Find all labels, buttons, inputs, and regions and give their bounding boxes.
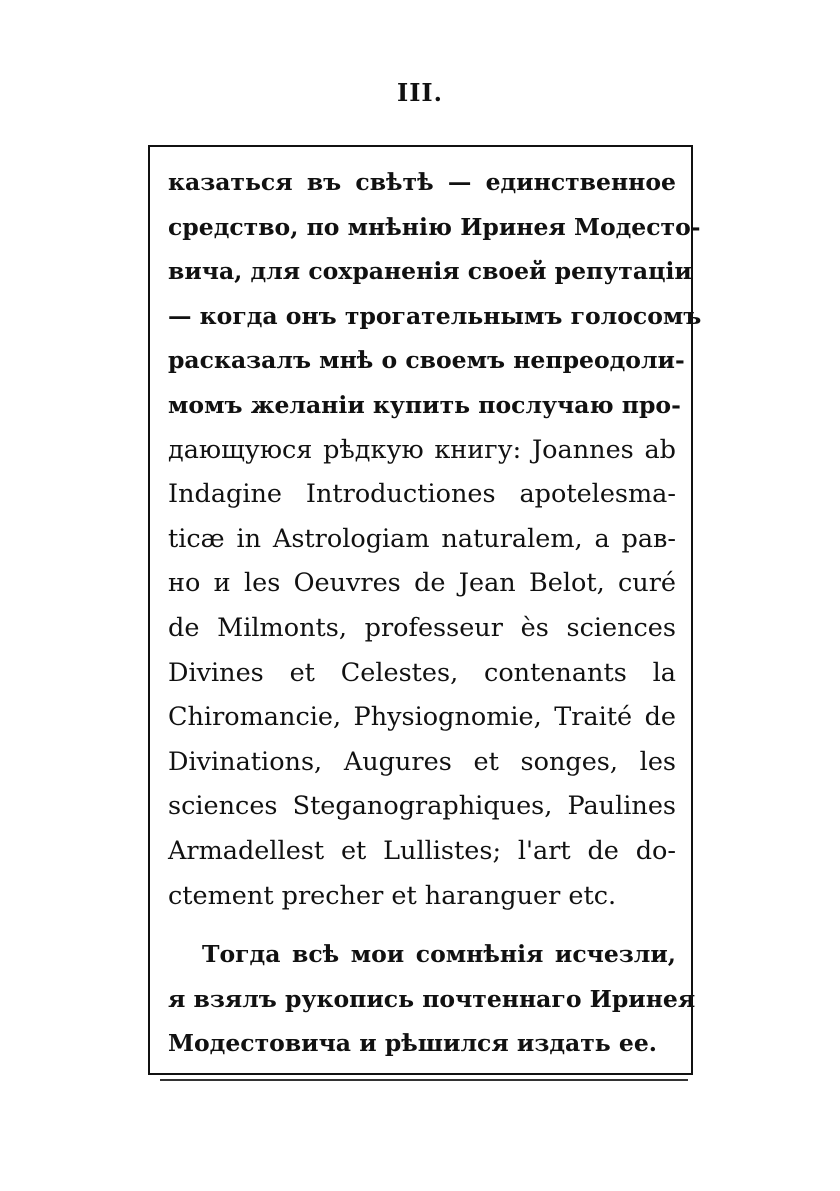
text-line: Chiromancie, Physiognomie, Traité de: [168, 702, 676, 733]
body-text: [168, 160, 702, 1066]
text-line: — когда онъ трогательнымъ голосомъ: [168, 301, 702, 330]
text-line: вича, для сохраненія своей репутаціи: [168, 257, 692, 286]
text-line: sciences Steganographiques, Paulines: [168, 791, 676, 822]
text-line: Divines et Celestes, contenants la: [168, 657, 676, 688]
text-line: момъ желаніи купить послучаю про-: [168, 390, 681, 419]
text-line: я взялъ рукопись почтеннаго Иринея: [168, 984, 696, 1013]
text-line: Тогда всѣ мои сомнѣнія исчезли,: [202, 940, 676, 969]
text-line: Divinations, Augures et songes, les: [168, 746, 676, 777]
text-line: ticæ in Astrologiam naturalem, а рав-: [168, 523, 676, 554]
text-line: казаться въ свѣтѣ — единственное: [168, 168, 676, 196]
text-line: de Milmonts, professeur ès sciences: [168, 612, 676, 643]
paragraph-1: [168, 160, 702, 918]
text-line: Armadellest et Lullistes; l'art de do-: [168, 835, 676, 866]
page-number: III.: [396, 78, 444, 107]
text-line: Indagine Introductiones apotelesma-: [168, 479, 676, 510]
text-line: расказалъ мнѣ о своемъ непреодоли-: [168, 346, 685, 375]
text-line: ctement precher et haranguer etc.: [168, 880, 617, 911]
text-line: но и les Oeuvres de Jean Belot, curé: [168, 568, 676, 599]
frame-bottom-rule: [160, 1079, 688, 1081]
text-line: Модестовича и рѣшился издать ее.: [168, 1029, 657, 1058]
text-line: средство, по мнѣнію Иринея Модесто-: [168, 212, 701, 241]
text-line: дающуюся рѣдкую книгу: Joannes ab: [168, 434, 676, 465]
paragraph-2: [168, 932, 696, 1066]
paragraph-gap: [168, 918, 676, 932]
